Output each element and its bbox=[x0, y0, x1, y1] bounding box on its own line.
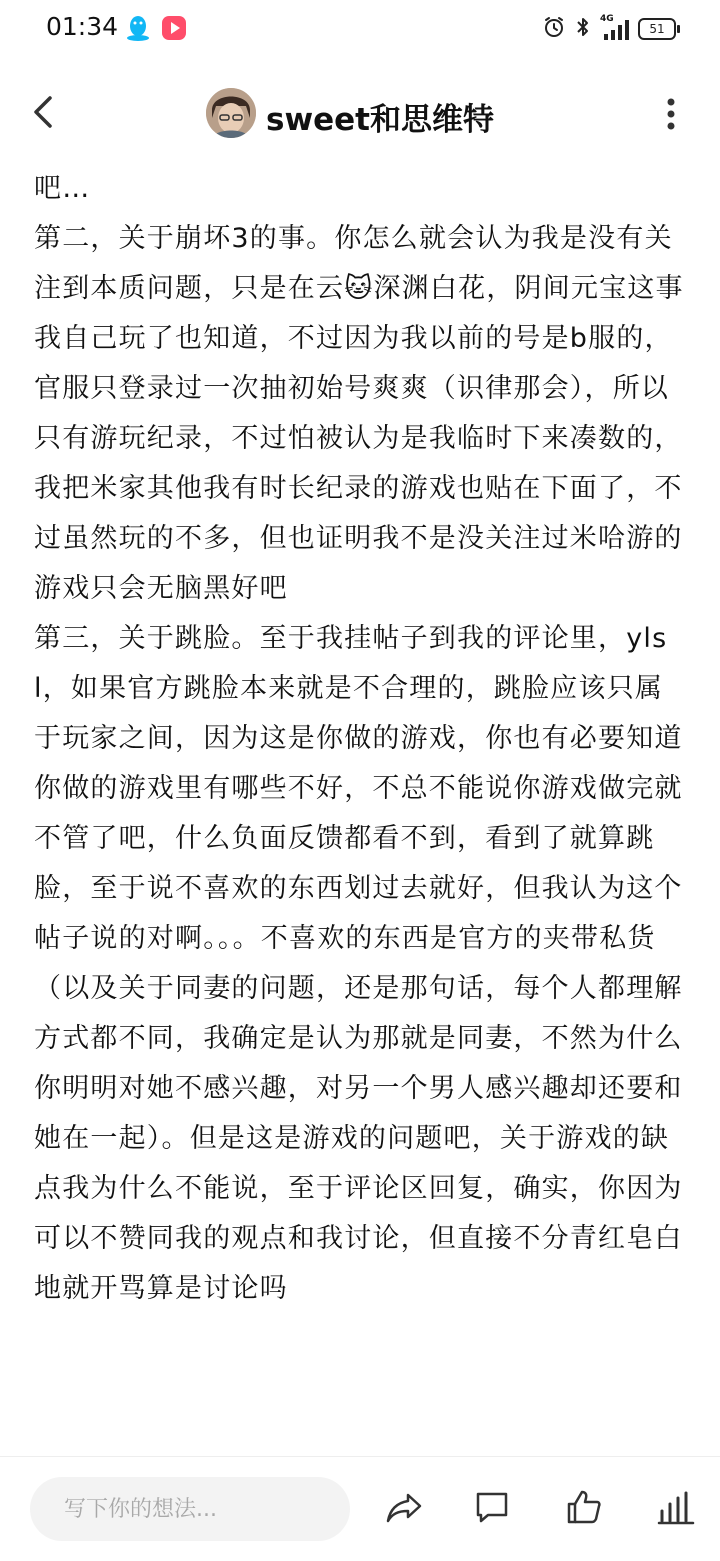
stats-button[interactable] bbox=[654, 1487, 698, 1531]
comment-icon bbox=[472, 1487, 512, 1531]
share-button[interactable] bbox=[382, 1487, 426, 1531]
alarm-icon bbox=[542, 15, 566, 43]
share-icon bbox=[384, 1487, 424, 1531]
bottom-action-bar bbox=[0, 1456, 720, 1561]
thumbs-up-icon bbox=[564, 1487, 604, 1531]
bar-chart-icon bbox=[656, 1487, 696, 1531]
signal-icon bbox=[600, 16, 630, 42]
like-button[interactable] bbox=[562, 1487, 606, 1531]
battery-level: 51 bbox=[649, 22, 665, 36]
status-bar bbox=[0, 0, 720, 56]
network-type-label: 4G bbox=[600, 14, 614, 24]
post-content bbox=[34, 164, 688, 1454]
back-arrow-icon bbox=[24, 119, 64, 138]
back-button[interactable] bbox=[24, 90, 64, 134]
comment-button[interactable] bbox=[470, 1487, 514, 1531]
post-paragraph-3: 第三，关于跳脸。至于我挂帖子到我的评论里，ylsl，如果官方跳脸本来就是不合理的，跳脸应该只属于玩家之间，因为这是你做的游戏，你也有必要知道你做的游戏里有哪些不好，不总不能说你游戏做完就不管了吧，什么负面反馈都看不到，看到了就算跳脸，至于说不喜欢的东西划过去就好，但我认为这个帖子说的对啊。。。不喜欢的东西是官方的夹带私货（以及关于同妻的问题，还是那句话，每个人都理解方式都不同，我确定是认为那就是同妻，不然为什么你明明对她不感兴趣，对另一个男人感兴趣却还要和她在一起）。但是这是游戏的问题吧，关于游戏的缺点我为什么不能说，至于评论区回复，确实，你因为可以不赞同我的观点和我讨论，但直接不分青红皂白地就开骂算是讨论吗 bbox=[34, 623, 683, 1304]
post-header bbox=[0, 70, 720, 156]
more-vertical-icon bbox=[658, 121, 684, 140]
status-indicators bbox=[542, 14, 676, 44]
qq-penguin-icon bbox=[124, 14, 152, 42]
video-app-icon bbox=[160, 14, 188, 42]
author-avatar[interactable] bbox=[206, 88, 256, 138]
author-name[interactable]: sweet和思维特 bbox=[266, 102, 494, 138]
more-options-button[interactable] bbox=[658, 92, 684, 136]
post-paragraph-2: 第二，关于崩坏3的事。你怎么就会认为我是没有关注到本质问题，只是在云🐱深渊白花，阴间元宝这事我自己玩了也知道，不过因为我以前的号是b服的，官服只登录过一次抽初始号爽爽（识律那会），所以只有游玩纪录，不过怕被认为是我临时下来凑数的，我把米家其他我有时长纪录的游戏也贴在下面了，不过虽然玩的不多，但也证明我不是没关注过米哈游的游戏只会无脑黑好吧 bbox=[34, 223, 684, 604]
post-paragraph-1: 吧… bbox=[34, 173, 91, 204]
comment-input[interactable] bbox=[30, 1477, 350, 1541]
bluetooth-icon bbox=[574, 15, 592, 43]
battery-icon bbox=[638, 18, 676, 40]
status-time: 01:34 bbox=[46, 12, 119, 41]
